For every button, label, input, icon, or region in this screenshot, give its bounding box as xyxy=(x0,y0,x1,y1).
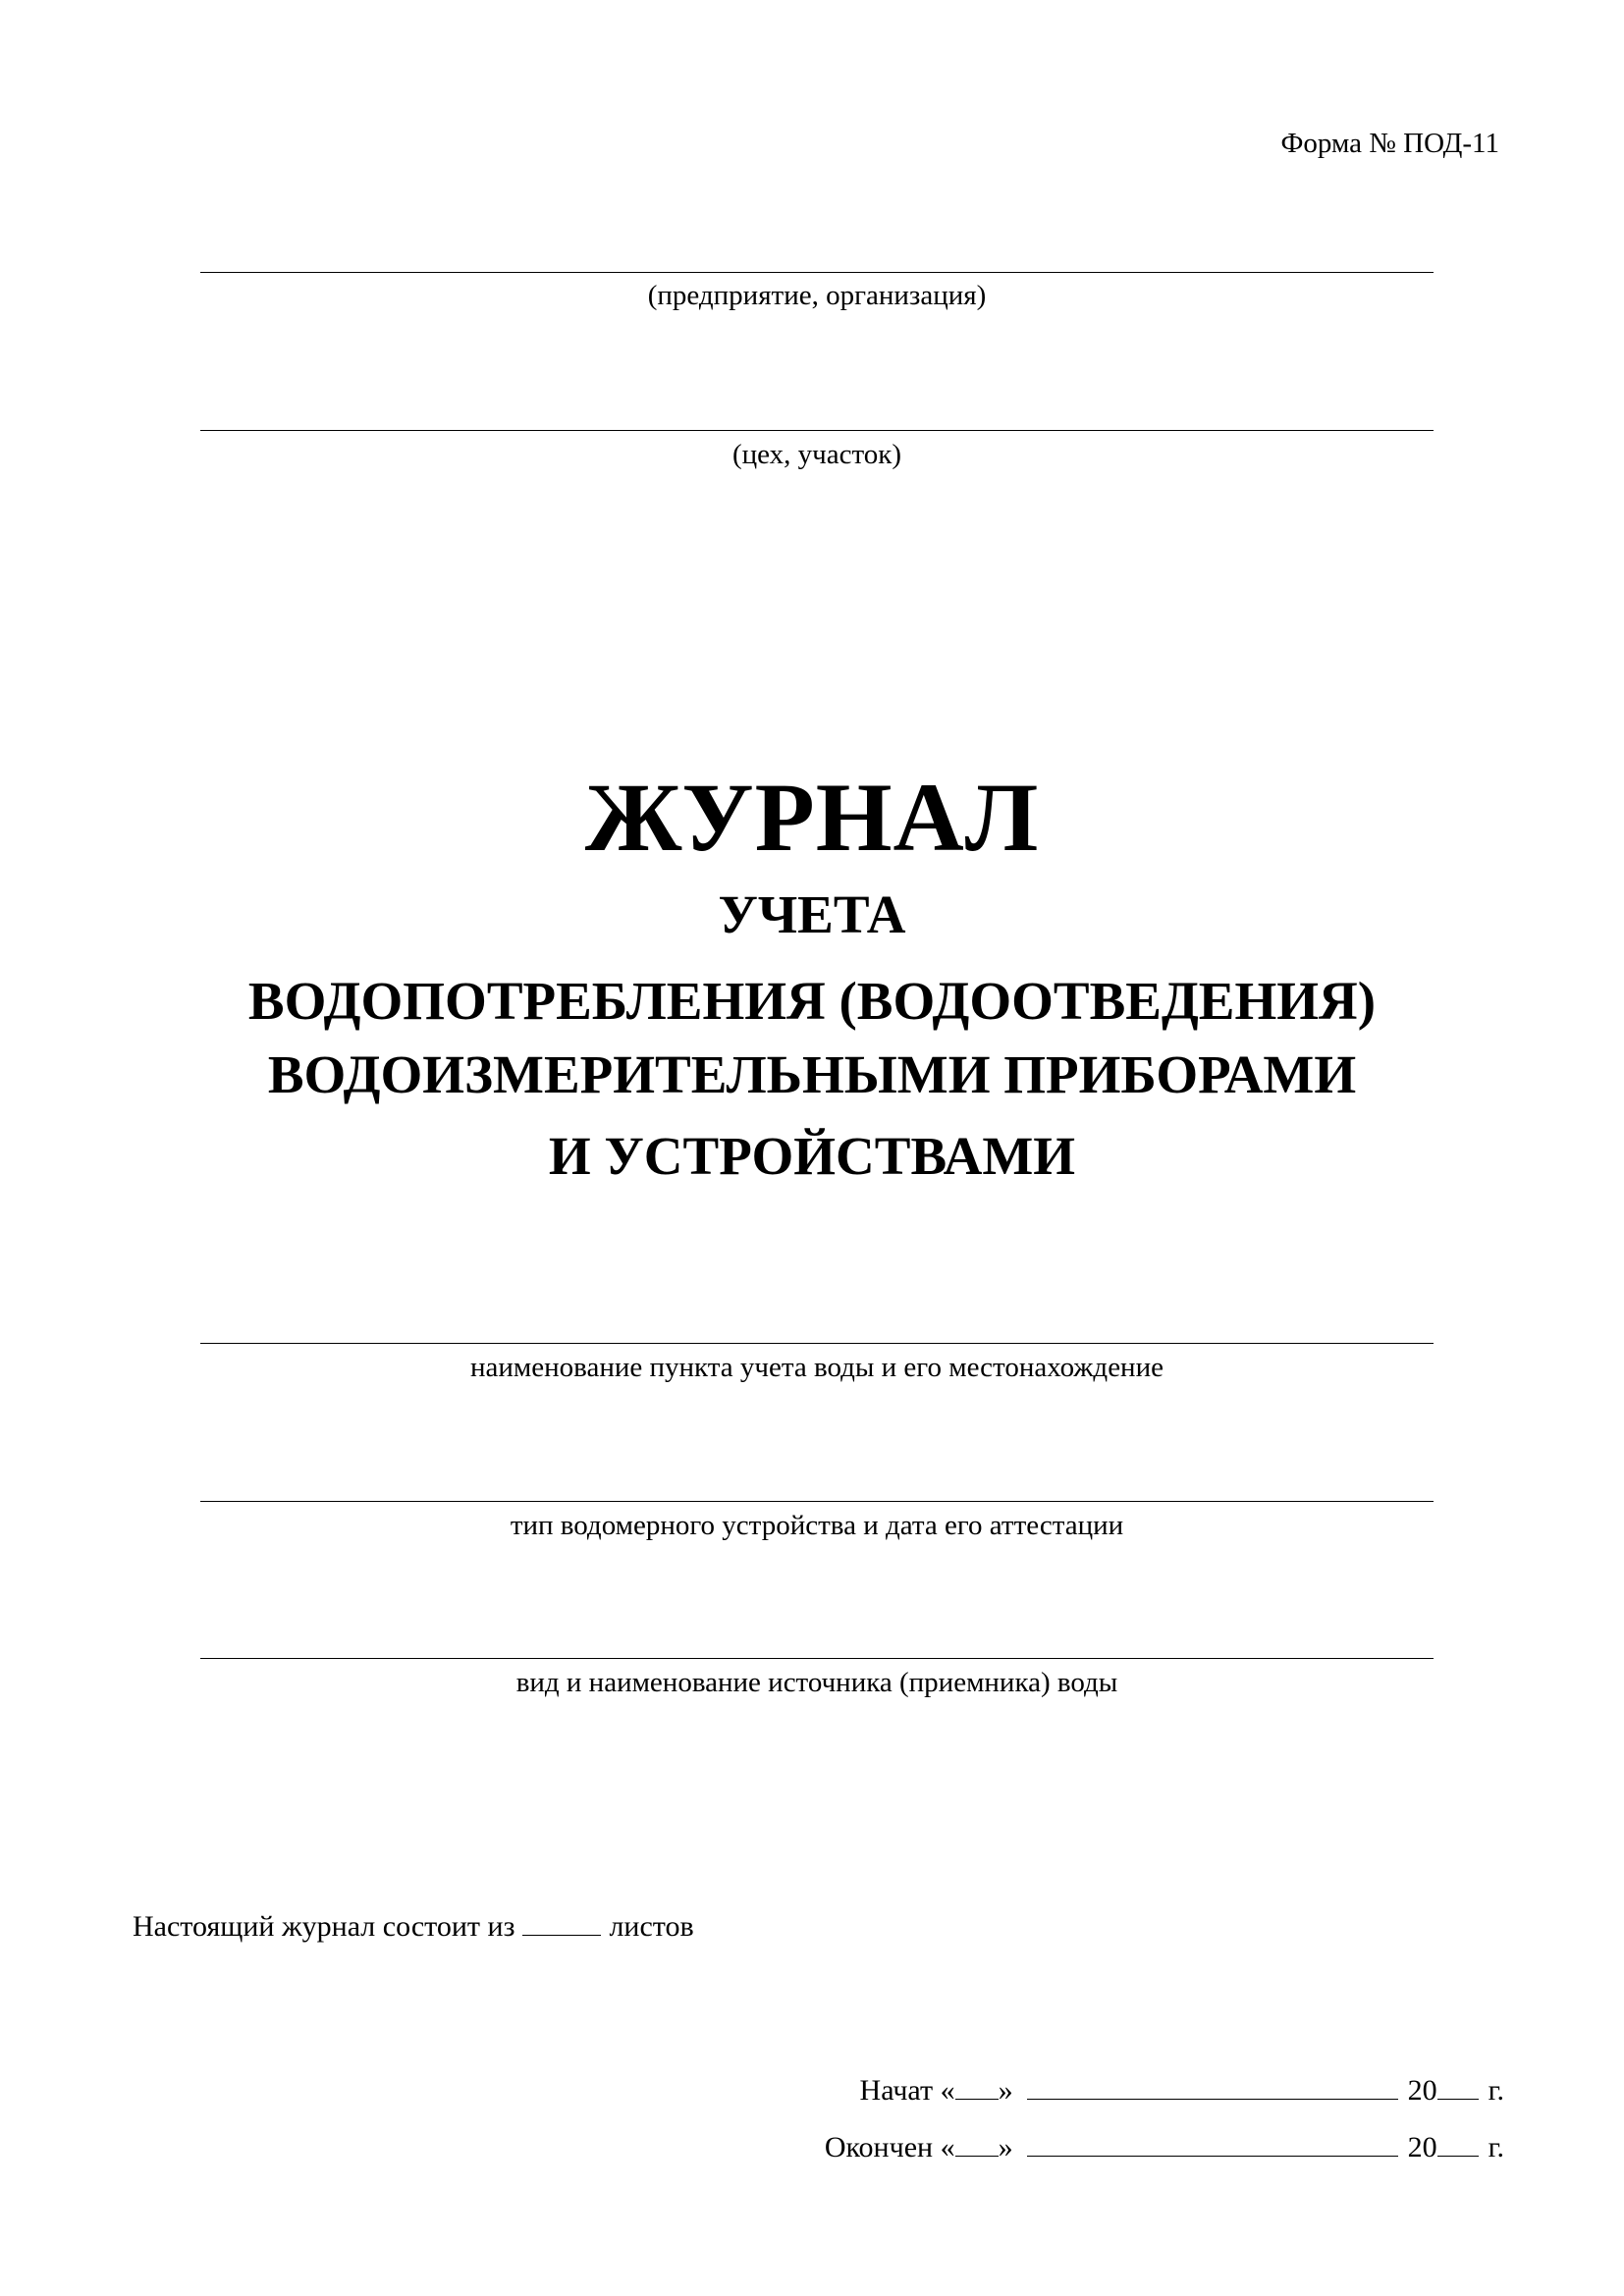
sheets-suffix: листов xyxy=(609,1910,694,1943)
title-line-3: ВОДОИЗМЕРИТЕЛЬНЫМИ ПРИБОРАМИ xyxy=(267,1044,1357,1104)
started-date-row xyxy=(860,2073,1504,2109)
open-quote: « xyxy=(940,2131,955,2163)
enterprise-caption: (предприятие, организация) xyxy=(647,280,987,311)
source-caption: вид и наименование источника (приемника) воды xyxy=(515,1667,1118,1698)
title-line-1: УЧЕТА xyxy=(718,884,906,944)
point-line[interactable] xyxy=(200,1343,1434,1344)
close-quote: » xyxy=(998,2074,1013,2107)
finished-date-row xyxy=(825,2130,1504,2165)
year-suffix: г. xyxy=(1488,2074,1504,2107)
started-year-blank[interactable] xyxy=(1437,2073,1479,2100)
device-line[interactable] xyxy=(200,1501,1434,1502)
year-prefix: 20 xyxy=(1407,2131,1437,2163)
device-caption: тип водомерного устройства и дата его аттестации xyxy=(510,1510,1124,1541)
finished-month-blank[interactable] xyxy=(1027,2130,1398,2157)
form-number: Форма № ПОД-11 xyxy=(1280,128,1499,159)
close-quote: » xyxy=(998,2131,1013,2163)
journal-title: ЖУРНАЛ xyxy=(584,763,1040,872)
title-line-2: ВОДОПОТРЕБЛЕНИЯ (ВОДООТВЕДЕНИЯ) xyxy=(247,971,1377,1031)
year-prefix: 20 xyxy=(1407,2074,1437,2107)
sheets-count-blank[interactable] xyxy=(522,1909,601,1936)
source-line[interactable] xyxy=(200,1658,1434,1659)
workshop-line[interactable] xyxy=(200,430,1434,431)
finished-year-blank[interactable] xyxy=(1437,2130,1479,2157)
year-suffix: г. xyxy=(1488,2131,1504,2163)
title-line-4: И УСТРОЙСТВАМИ xyxy=(548,1126,1076,1186)
open-quote: « xyxy=(940,2074,955,2107)
started-day-blank[interactable] xyxy=(955,2073,999,2100)
finished-day-blank[interactable] xyxy=(955,2130,999,2157)
workshop-caption: (цех, участок) xyxy=(731,439,902,470)
sheets-prefix: Настоящий журнал состоит из xyxy=(133,1910,515,1943)
sheets-count-line xyxy=(133,1909,694,1945)
finished-label: Окончен xyxy=(824,2131,934,2163)
point-caption: наименование пункта учета воды и его местонахождение xyxy=(470,1352,1164,1383)
enterprise-line[interactable] xyxy=(200,272,1434,273)
started-month-blank[interactable] xyxy=(1027,2073,1398,2100)
started-label: Начат xyxy=(859,2074,934,2107)
